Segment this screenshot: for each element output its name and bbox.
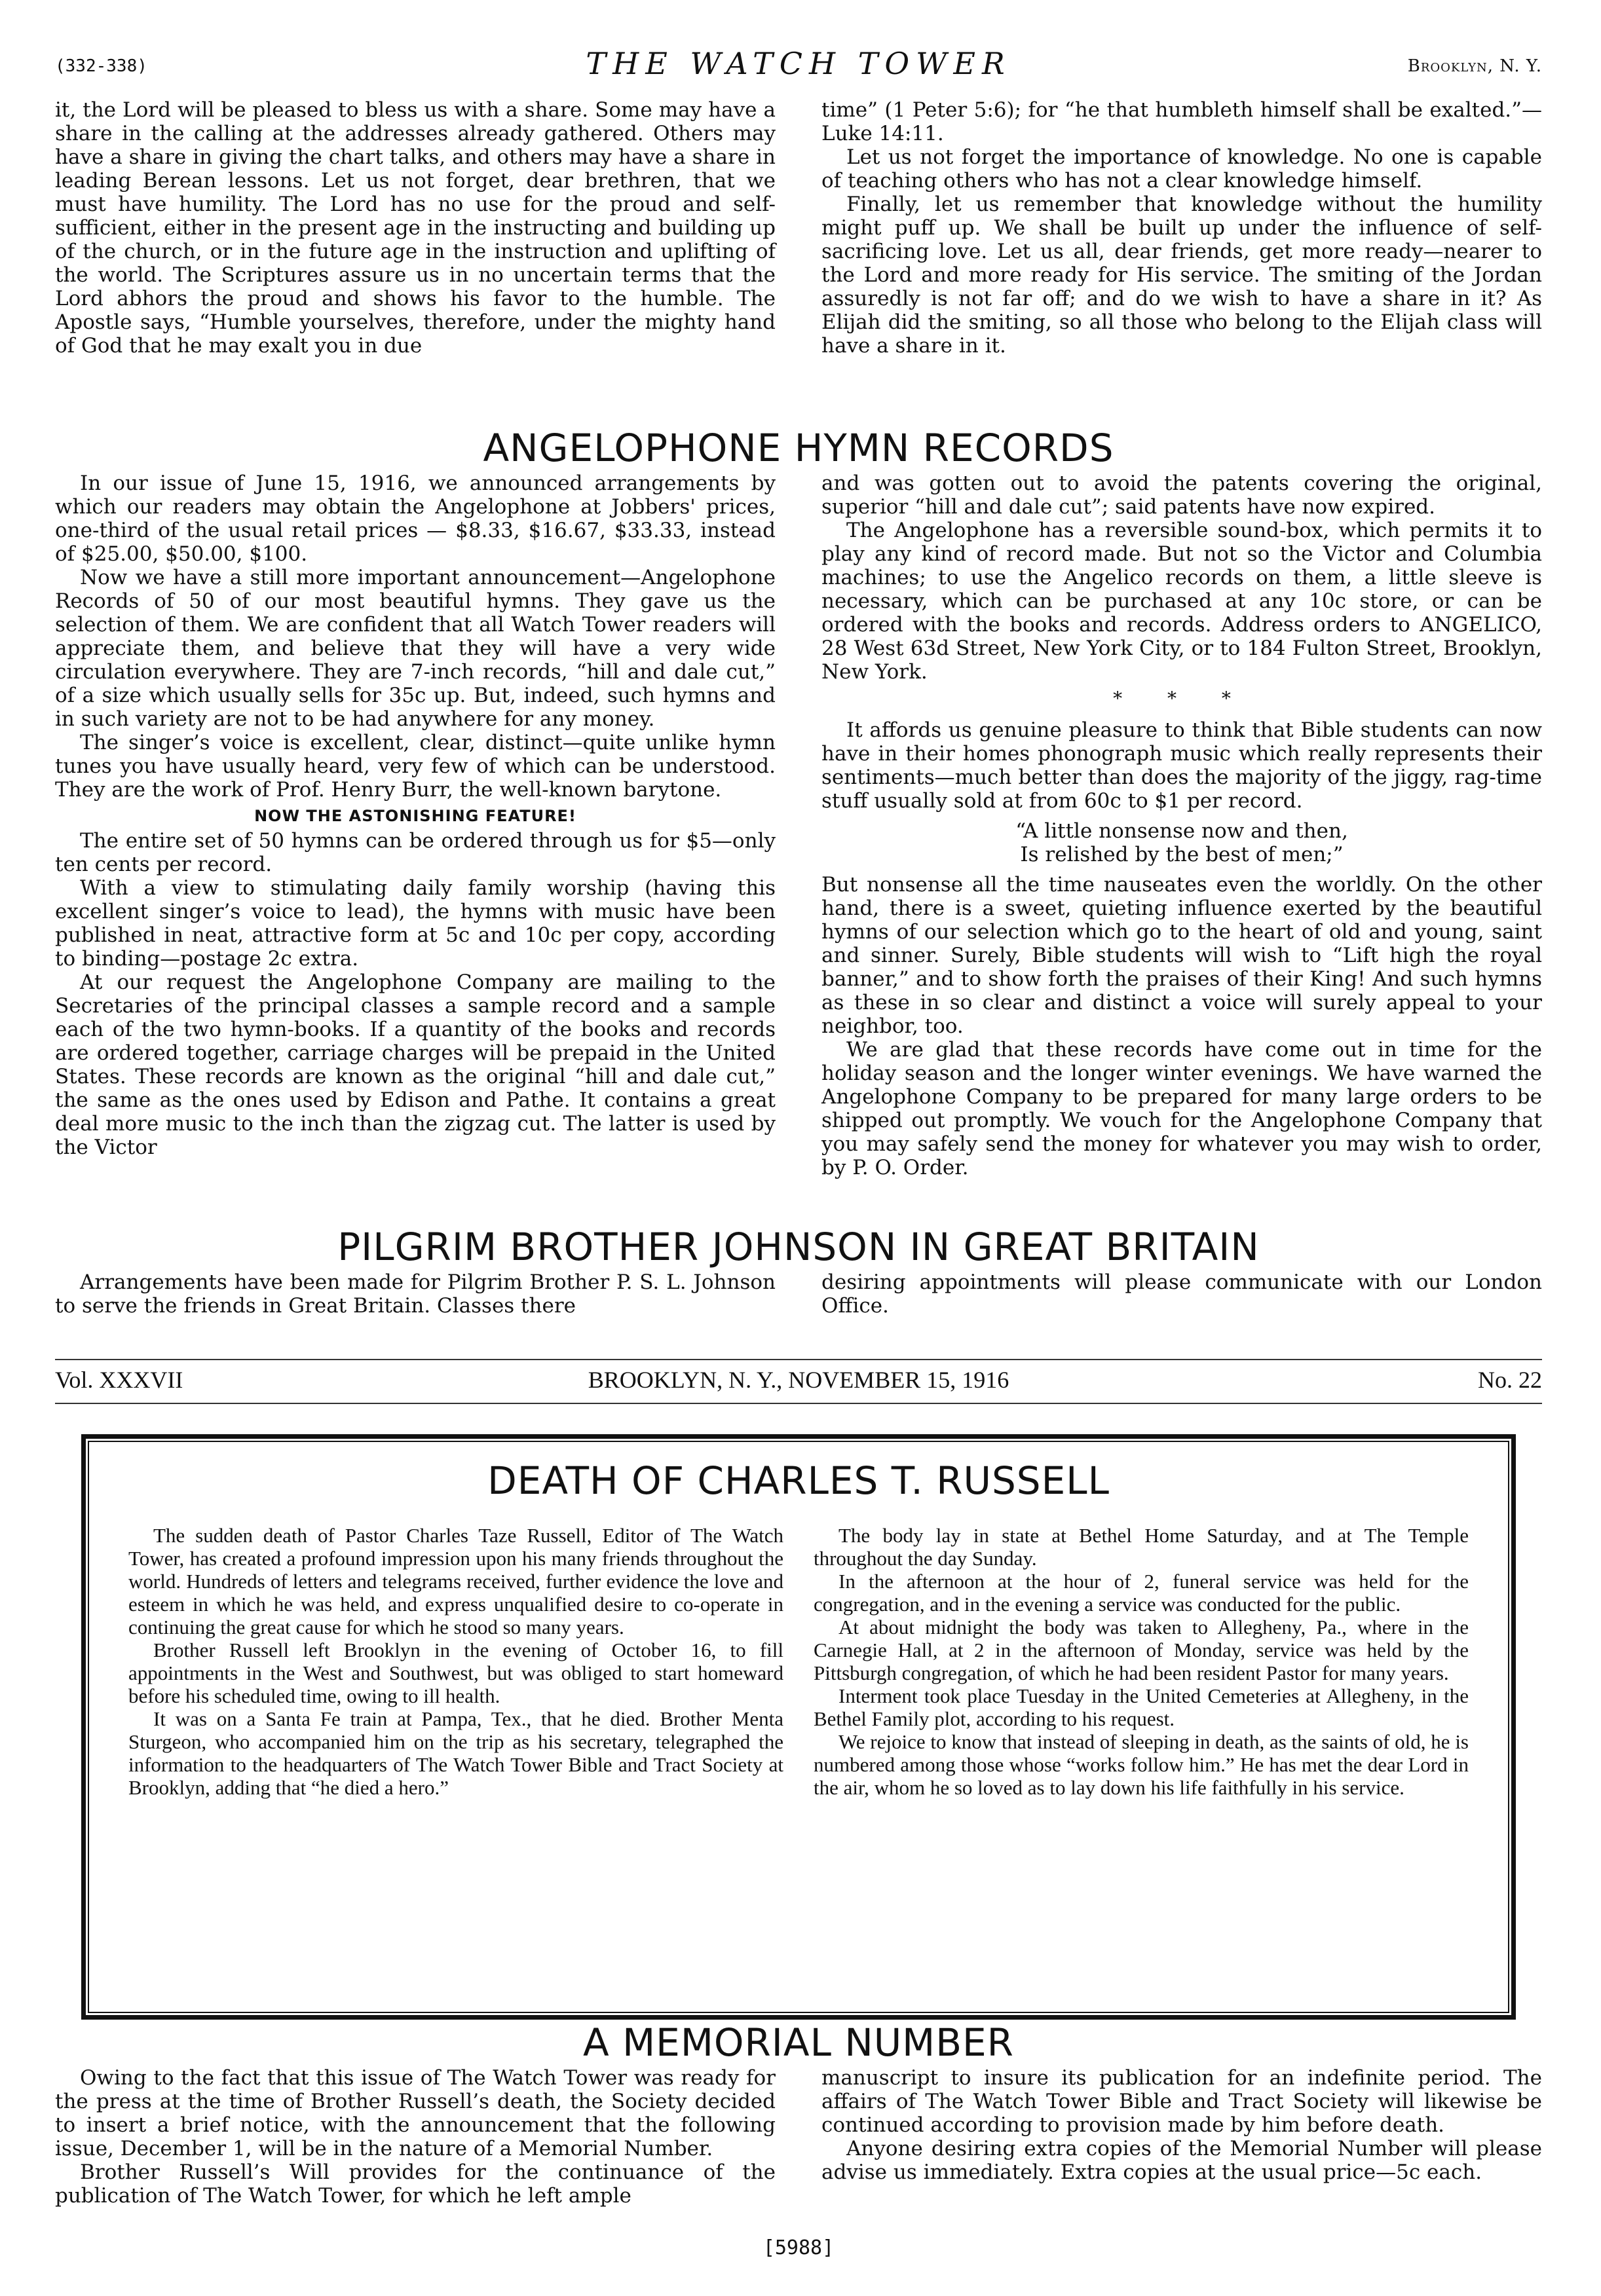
paragraph: Finally, let us remember that knowledge without the humility might puff up. We shall be built up under the influence of self-sacrificing love. Let us all, dear friends, get more ready—nearer to the Lord and more ready for His service. The smiting of the Jordan assuredly is not far off; and do we wish to have a share in it? As Elijah did the smiting, so all those who belong to the Elijah class will have a share in it.	[821, 193, 1542, 358]
paragraph: The sudden death of Pastor Charles Taze Russell, Editor of The Watch Tower, has created a profound impression upon his many friends throughout the world. Hundreds of letters and telegrams received, further evidence the love and esteem in which he was held, and express unqualified desire to co-operate in continuing the great cause for which he stood so many years.	[128, 1524, 783, 1639]
section-break-stars: * * *	[1113, 688, 1251, 709]
pilgrim-section	[55, 1270, 1542, 1318]
paragraph: time” (1 Peter 5:6); for “he that humbleth himself shall be exalted.”—Luke 14:11.	[821, 98, 1542, 145]
pilgrim-left-column	[55, 1270, 776, 1318]
death-notice-heading: DEATH OF CHARLES T. RUSSELL	[487, 1458, 1110, 1503]
pilgrim-right-column	[821, 1270, 1542, 1318]
volume-bar	[55, 1362, 1542, 1401]
volume-rule-top	[55, 1359, 1542, 1360]
issue-dateline: BROOKLYN, N. Y., NOVEMBER 15, 1916	[588, 1367, 1009, 1393]
paragraph: Owing to the fact that this issue of The Watch Tower was ready for the press at the time of Brother Russell’s death, the Society decided to insert a brief notice, with the announcement that the following issue, December 1, will be in the nature of a Memorial Number.	[55, 2066, 776, 2160]
paragraph: But nonsense all the time nauseates even the worldly. On the other hand, there is a sweet, quieting influence exerted by the beautiful hymns of our selection which go to the heart of old and young, saint and sinner. Surely, Bible students will wish to “Lift high the royal banner,” and to show forth the praises of their King! And such hymns as these in so clear and distinct a voice will surely appeal to your neighbor, too.	[821, 873, 1542, 1038]
paragraph: We rejoice to know that instead of sleeping in death, as the saints of old, he is numbered among those whose “works follow him.” He has met the dear Lord in the air, whom he so loved as to lay down his life faithfully in his service.	[814, 1730, 1469, 1799]
paragraph: and was gotten out to avoid the patents covering the original, superior “hill and dale cut”; said patents have now expired.	[821, 472, 1542, 519]
paragraph: manuscript to insure its publication for an indefinite period. The affairs of The Watch Tower Bible and Tract Society will likewise be continued according to provision made by him before death.	[821, 2066, 1542, 2137]
paragraph: desiring appointments will please communicate with our London Office.	[821, 1270, 1542, 1318]
paragraph: The entire set of 50 hymns can be ordered through us for $5—only ten cents per record.	[55, 829, 776, 876]
volume-number: Vol. XXXVII	[55, 1367, 183, 1393]
continuation-left-column	[55, 98, 776, 358]
issue-number: No. 22	[1478, 1367, 1542, 1393]
continuation-right-column	[821, 98, 1542, 358]
paragraph: it, the Lord will be pleased to bless us with a share. Some may have a share in the calling at the addresses already gathered. Others may have a share in giving the chart talks, and others may have a share in leading Berean lessons. Let us not forget, dear brethren, that we must have humility. The Lord has no use for the proud and self-sufficient, either in the present age in the instructing and building up of the church, or in the future age in the instruction and uplifting of the world. The Scriptures assure us in no uncertain terms that the Lord abhors the proud and shows his favor to the humble. The Apostle says, “Humble yourselves, therefore, under the mighty hand of God that he may exalt you in due	[55, 98, 776, 358]
angelophone-heading: ANGELOPHONE HYMN RECORDS	[483, 426, 1114, 470]
page-range: (332-338)	[55, 56, 147, 76]
angelophone-section	[55, 472, 1542, 1179]
pilgrim-heading: PILGRIM BROTHER JOHNSON IN GREAT BRITAIN	[337, 1225, 1260, 1269]
angelophone-left-column	[55, 472, 776, 1179]
paragraph: Interment took place Tuesday in the United Cemeteries at Allegheny, in the Bethel Family plot, according to his request.	[814, 1684, 1469, 1730]
paragraph: In the afternoon at the hour of 2, funeral service was held for the congregation, and in the evening a service was conducted for the public.	[814, 1570, 1469, 1616]
paragraph: Brother Russell left Brooklyn in the evening of October 16, to fill appointments in the West and Southwest, but was obliged to start homeward before his scheduled time, owing to ill health.	[128, 1639, 783, 1707]
header-location: Brooklyn, N. Y.	[1407, 56, 1542, 76]
paragraph: Anyone desiring extra copies of the Memorial Number will please advise us immediately. Extra copies at the usual price—5c each.	[821, 2137, 1542, 2184]
paragraph: At our request the Angelophone Company are mailing to the Secretaries of the principal classes a sample record and a sample each of the two hymn-books. If a quantity of the books and records are ordered together, carriage charges will be prepaid in the United States. These records are known as the original “hill and dale cut,” the same as the ones used by Edison and Pathe. It contains a great deal more music to the inch than the zigzag cut. The latter is used by the Victor	[55, 971, 776, 1159]
paragraph: Now we have a still more important announcement—Angelophone Records of 50 of our most beautiful hymns. They gave us the selection of them. We are confident that all Watch Tower readers will appreciate them, and believe that they will have a very wide circulation everywhere. They are 7-inch records, “hill and dale cut,” of a size which usually sells for 35c up. But, indeed, such hymns and in such variety are not to be had anywhere for any money.	[55, 566, 776, 731]
verse-line: Is relished by the best of men;”	[1020, 843, 1344, 866]
continuation-section	[55, 98, 1542, 358]
paragraph: The body lay in state at Bethel Home Saturday, and at The Temple throughout the day Sunday.	[814, 1524, 1469, 1570]
death-notice-right-column	[814, 1524, 1469, 1799]
paragraph: With a view to stimulating daily family worship (having this excellent singer’s voice to lead), the hymns with music have been published in neat, attractive form at 5c and 10c per copy, according to binding—postage 2c extra.	[55, 876, 776, 971]
death-notice-columns	[128, 1524, 1469, 1799]
paragraph: Brother Russell’s Will provides for the continuance of the publication of The Watch Tower, for which he left ample	[55, 2160, 776, 2208]
verse-quote	[821, 819, 1542, 866]
memorial-right-column	[821, 2066, 1542, 2208]
angelophone-right-column	[821, 472, 1542, 1179]
memorial-left-column	[55, 2066, 776, 2208]
paragraph: The Angelophone has a reversible sound-box, which permits it to play any kind of record made. But not so the Victor and Columbia machines; to use the Angelico records on them, a little sleeve is necessary, which can be purchased at any 10c store, or can be ordered with the books and records. Address orders to ANGELICO, 28 West 63d Street, New York City, or to 184 Fulton Street, Brooklyn, New York.	[821, 519, 1542, 684]
paragraph: It was on a Santa Fe train at Pampa, Tex., that he died. Brother Menta Sturgeon, who accompanied him on the trip as his secretary, telegraphed the information to the headquarters of The Watch Tower Bible and Tract Society at Brooklyn, adding that “he died a hero.”	[128, 1707, 783, 1799]
paragraph: Arrangements have been made for Pilgrim Brother P. S. L. Johnson to serve the friends in Great Britain. Classes there	[55, 1270, 776, 1318]
paragraph: Let us not forget the importance of knowledge. No one is capable of teaching others who has not a clear knowledge himself.	[821, 145, 1542, 193]
paragraph: The singer’s voice is excellent, clear, distinct—quite unlike hymn tunes you have usually heard, very few of which can be understood. They are the work of Prof. Henry Burr, the well-known barytone.	[55, 731, 776, 802]
memorial-heading: A MEMORIAL NUMBER	[583, 2020, 1014, 2065]
paragraph: We are glad that these records have come out in time for the holiday season and the longer winter evenings. We have warned the Angelophone Company to be prepared for many large orders to be shipped out promptly. We vouch for the Angelophone Company that you may safely send the money for whatever you may wish to order, by P. O. Order.	[821, 1038, 1542, 1179]
page-number: [5988]	[763, 2236, 835, 2259]
volume-rule-bottom	[55, 1403, 1542, 1404]
death-notice-left-column	[128, 1524, 783, 1799]
paragraph: In our issue of June 15, 1916, we announced arrangements by which our readers may obtain the Angelophone at Jobbers' prices, one-third of the usual retail prices — $8.33, $16.67, $33.33, instead of $25.00, $50.00, $100.	[55, 472, 776, 566]
death-notice-box	[81, 1434, 1516, 2020]
astonishing-feature-subheading: NOW THE ASTONISHING FEATURE!	[254, 807, 576, 825]
memorial-section	[55, 2066, 1542, 2208]
paragraph: At about midnight the body was taken to Allegheny, Pa., where in the Carnegie Hall, at 2 in the afternoon of Monday, service was held by the Pittsburgh congregation, of which he had been resident Pastor for many years.	[814, 1616, 1469, 1684]
running-header	[55, 46, 1542, 85]
paragraph: It affords us genuine pleasure to think that Bible students can now have in their homes phonograph music which really represents their sentiments—much better than does the majority of the jiggy, rag-time stuff usually sold at from 60c to $1 per record.	[821, 718, 1542, 813]
journal-title: THE WATCH TOWER	[586, 46, 1011, 81]
document-page	[55, 46, 1542, 2266]
verse-line: “A little nonsense now and then,	[1015, 819, 1348, 843]
